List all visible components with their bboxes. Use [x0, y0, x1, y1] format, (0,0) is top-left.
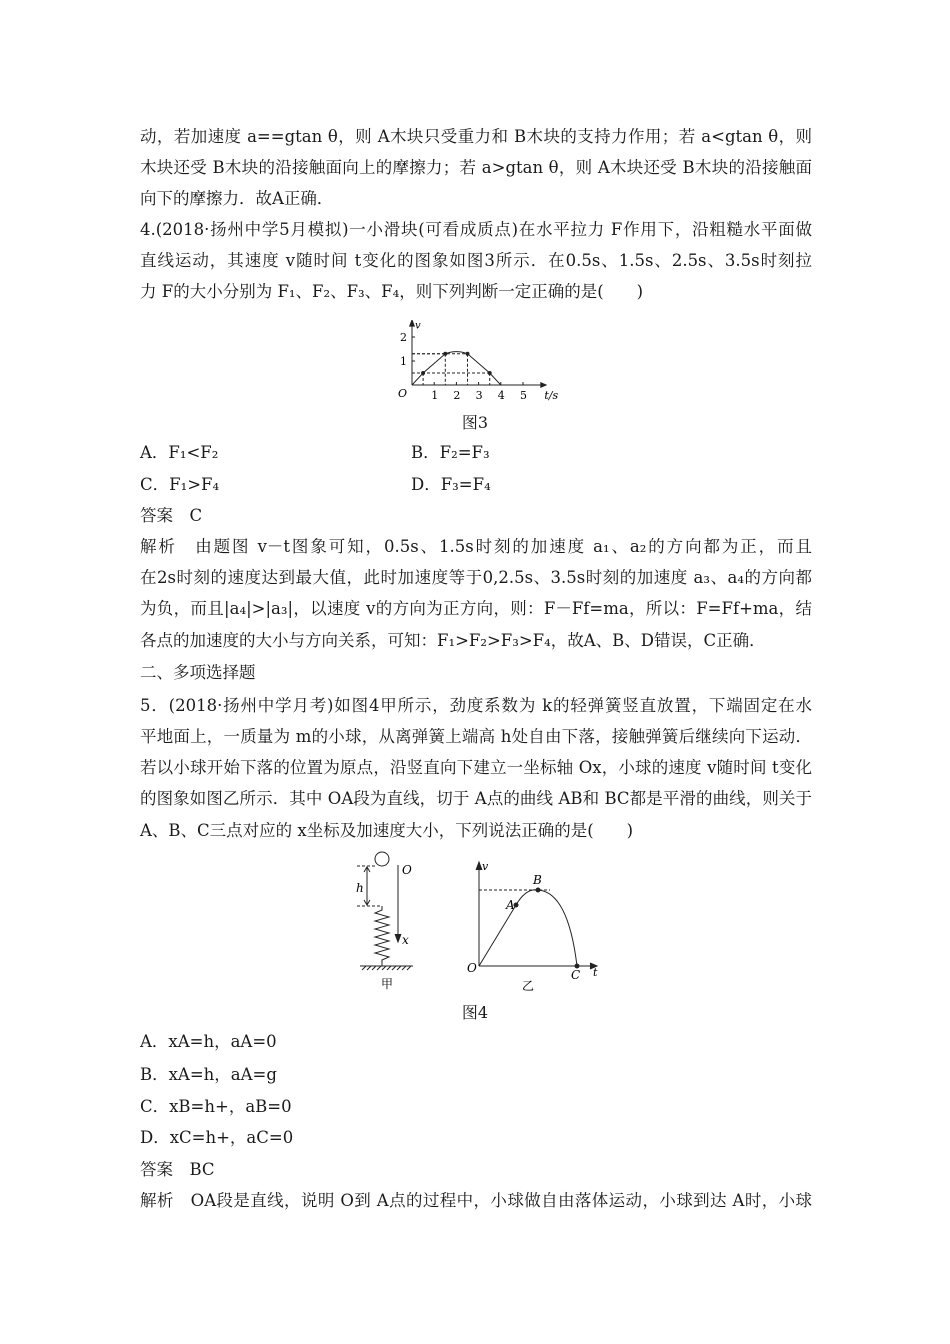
option-b: B．F₂=F₃: [411, 443, 490, 462]
label-b: B: [533, 873, 542, 887]
question-4-line: 力 F的大小分别为 F₁、F₂、F₃、F₄，则下列判断一定正确的是( ): [140, 282, 644, 301]
vt-curve: [412, 352, 501, 385]
spring: [375, 906, 389, 966]
analysis-line: 解析 OA段是直线，说明 O到 A点的过程中，小球做自由落体运动，小球到达 A时，小球: [140, 1191, 812, 1210]
figure-3-caption: 图3: [461, 413, 489, 432]
label-origin-2: O: [467, 961, 477, 975]
question-4-line: 4.(2018·扬州中学5月模拟)一小滑块(可看成质点)在水平拉力 F作用下，沿粗糙水平面做: [140, 220, 812, 239]
label-c: C: [571, 968, 581, 982]
x-tick-label: 3: [475, 389, 483, 402]
label-a: A: [506, 898, 515, 912]
label-v: v: [482, 860, 489, 873]
section-heading: 二、多项选择题: [140, 663, 256, 682]
label-x: x: [402, 933, 409, 947]
text-line: 动，若加速度 a==gtan θ，则 A木块只受重力和 B木块的支持力作用；若 a<gtan θ，则: [140, 127, 812, 146]
label-t: t: [593, 966, 598, 979]
question-5-line: 平地面上，一质量为 m的小球，从离弹簧上端高 h处自由下落，接触弹簧后继续向下运动．: [140, 727, 812, 746]
option-c: C．xB=h+，aB=0: [140, 1097, 292, 1116]
data-point: [466, 352, 470, 356]
label-origin: O: [402, 863, 412, 877]
data-point: [488, 371, 492, 375]
data-point: [421, 371, 425, 375]
data-point: [443, 352, 447, 356]
caption-yi: 乙: [522, 979, 535, 993]
option-a: A．xA=h，aA=0: [140, 1032, 277, 1051]
question-5-line: 若以小球开始下落的位置为原点，沿竖直向下建立一坐标轴 Ox，小球的速度 v随时间 t变化: [140, 758, 812, 777]
x-tick-label: 5: [520, 389, 527, 402]
y-axis-label: v: [415, 320, 421, 332]
text-line: 木块还受 B木块的沿接触面向上的摩擦力；若 a>gtan θ，则 A木块还受 B木块的沿接触面: [140, 158, 812, 177]
figure-3-vt-chart: [395, 320, 565, 405]
vt-curve: [479, 890, 577, 966]
y-tick-label: 2: [400, 331, 407, 344]
option-b: B．xA=h，aA=g: [140, 1065, 277, 1084]
option-d: D．xC=h+，aC=0: [140, 1128, 294, 1147]
figure-4-diagram: [340, 850, 620, 1000]
x-axis-label: t/s: [544, 389, 559, 402]
question-5-line: 的图象如图乙所示．其中 OA段为直线，切于 A点的曲线 AB和 BC都是平滑的曲线，则关于: [140, 789, 812, 808]
analysis-line: 在2s时刻的速度达到最大值，此时加速度等于0,2.5s、3.5s时刻的加速度 a₃、a₄的方向都: [140, 568, 812, 587]
option-d: D．F₃=F₄: [411, 475, 491, 494]
caption-jia: 甲: [381, 977, 394, 991]
analysis-line: 解析 由题图 v－t图象可知，0.5s、1.5s时刻的加速度 a₁、a₂的方向都为正，而且: [140, 537, 812, 556]
x-tick-label: 4: [497, 389, 505, 402]
x-axis-arrow-icon: [540, 382, 547, 388]
origin-label: O: [398, 387, 408, 400]
question-5-line: 5．(2018·扬州中学月考)如图4甲所示，劲度系数为 k的轻弹簧竖直放置，下端固定在水: [140, 696, 812, 715]
text-line: 向下的摩擦力．故A正确．: [140, 189, 334, 208]
figure-4-caption: 图4: [461, 1003, 489, 1022]
analysis-line: 各点的加速度的大小与方向关系，可知：F₁>F₂>F₃>F₄，故A、B、D错误，C正确．: [140, 631, 766, 650]
answer: 答案 BC: [140, 1160, 215, 1179]
label-h: h: [356, 881, 364, 895]
answer: 答案 C: [140, 506, 203, 525]
x-tick-label: 2: [453, 389, 461, 402]
option-a: A．F₁<F₂: [140, 443, 219, 462]
analysis-line: 为负，而且|a₄|>|a₃|，以速度 v的方向为正方向，则：F－Ff=ma，所以：F=Ff+ma，结: [140, 599, 812, 618]
question-4-line: 直线运动，其速度 v随时间 t变化的图象如图3所示．在0.5s、1.5s、2.5s、3.5s时刻拉: [140, 251, 812, 270]
option-c: C．F₁>F₄: [140, 475, 220, 494]
question-5-line: A、B、C三点对应的 x坐标及加速度大小，下列说法正确的是( ): [140, 821, 634, 840]
y-tick-label: 1: [400, 355, 407, 368]
x-tick-label: 1: [431, 389, 439, 402]
ball: [375, 852, 389, 866]
